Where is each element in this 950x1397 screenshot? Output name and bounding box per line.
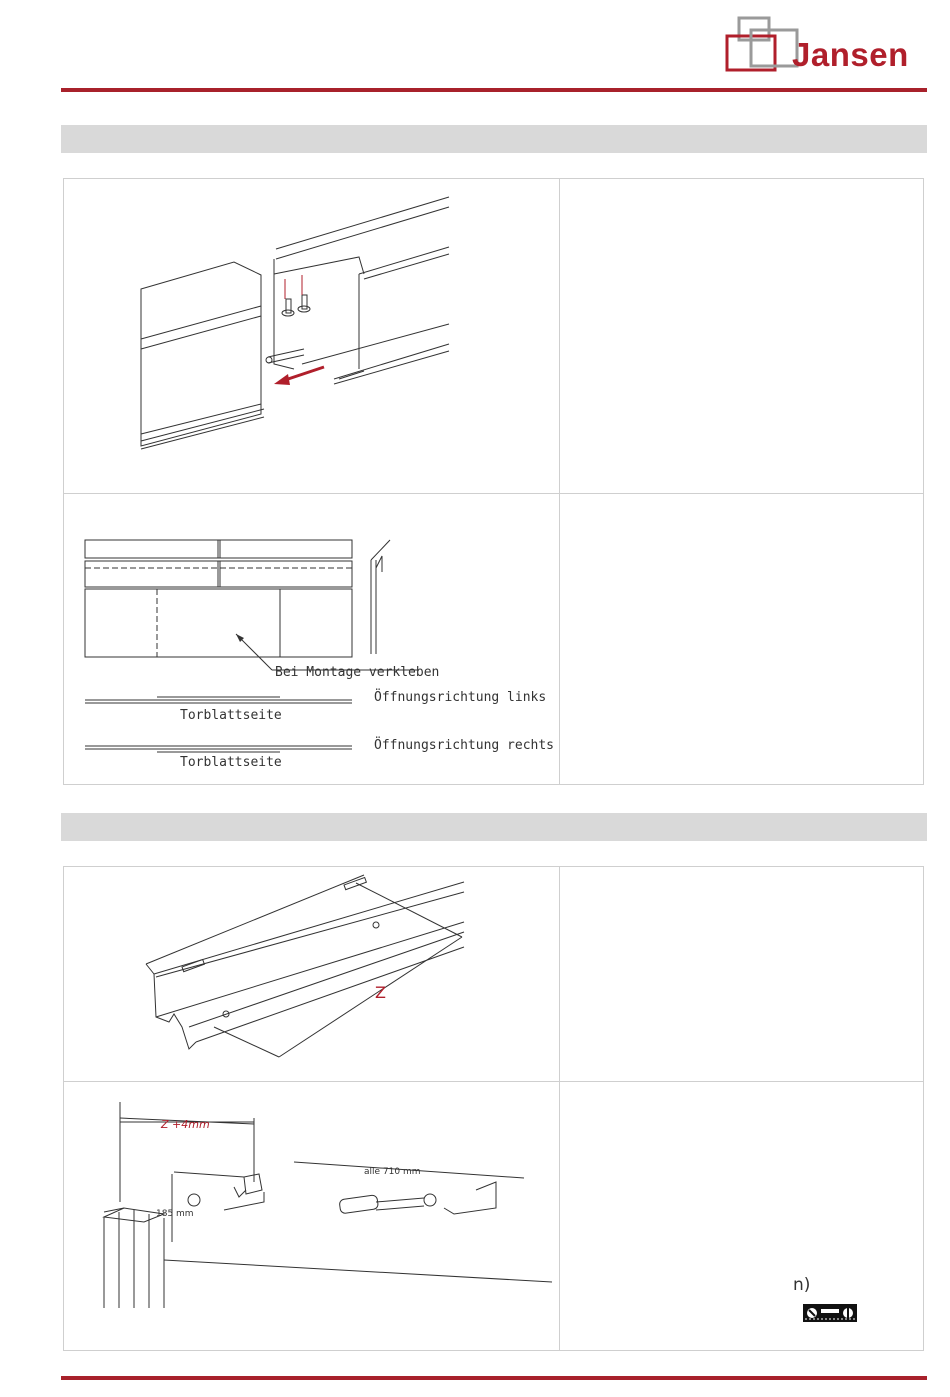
label-opening-left: Öffnungsrichtung links (374, 690, 547, 705)
partial-text: n) (793, 1275, 811, 1295)
text-cell-1 (559, 178, 924, 494)
dimension-offset-label: Z +4mm (161, 1118, 210, 1131)
height-label: 185 mm (156, 1209, 194, 1219)
figure-cell-3 (63, 866, 560, 1082)
gasket-diagram (64, 494, 559, 784)
bracket-mounting-illustration (64, 1082, 559, 1350)
label-opening-right: Öffnungsrichtung rechts (374, 738, 555, 753)
figure-cell-2 (63, 493, 560, 785)
label-door-side-1: Torblattseite (180, 708, 282, 723)
figure-cell-1 (63, 178, 560, 494)
direction-arrow-icon (274, 367, 324, 385)
rail-length-illustration (64, 867, 559, 1081)
text-cell-4 (559, 1081, 924, 1351)
header-rule (61, 88, 927, 92)
dimension-z-label: Z (375, 983, 386, 1002)
annotation-bei-montage: Bei Montage verkleben (275, 665, 440, 680)
text-cell-3 (559, 866, 924, 1082)
footer-rule (61, 1376, 927, 1380)
level-tool-icon (803, 1304, 857, 1322)
rail-joint-illustration (64, 179, 559, 493)
logo-text: Jansen (792, 36, 909, 73)
spacing-label: alle 710 mm (364, 1167, 421, 1177)
text-cell-2 (559, 493, 924, 785)
section-header-1 (61, 125, 927, 153)
section-header-2 (61, 813, 927, 841)
figure-cell-4 (63, 1081, 560, 1351)
label-door-side-2: Torblattseite (180, 755, 282, 770)
